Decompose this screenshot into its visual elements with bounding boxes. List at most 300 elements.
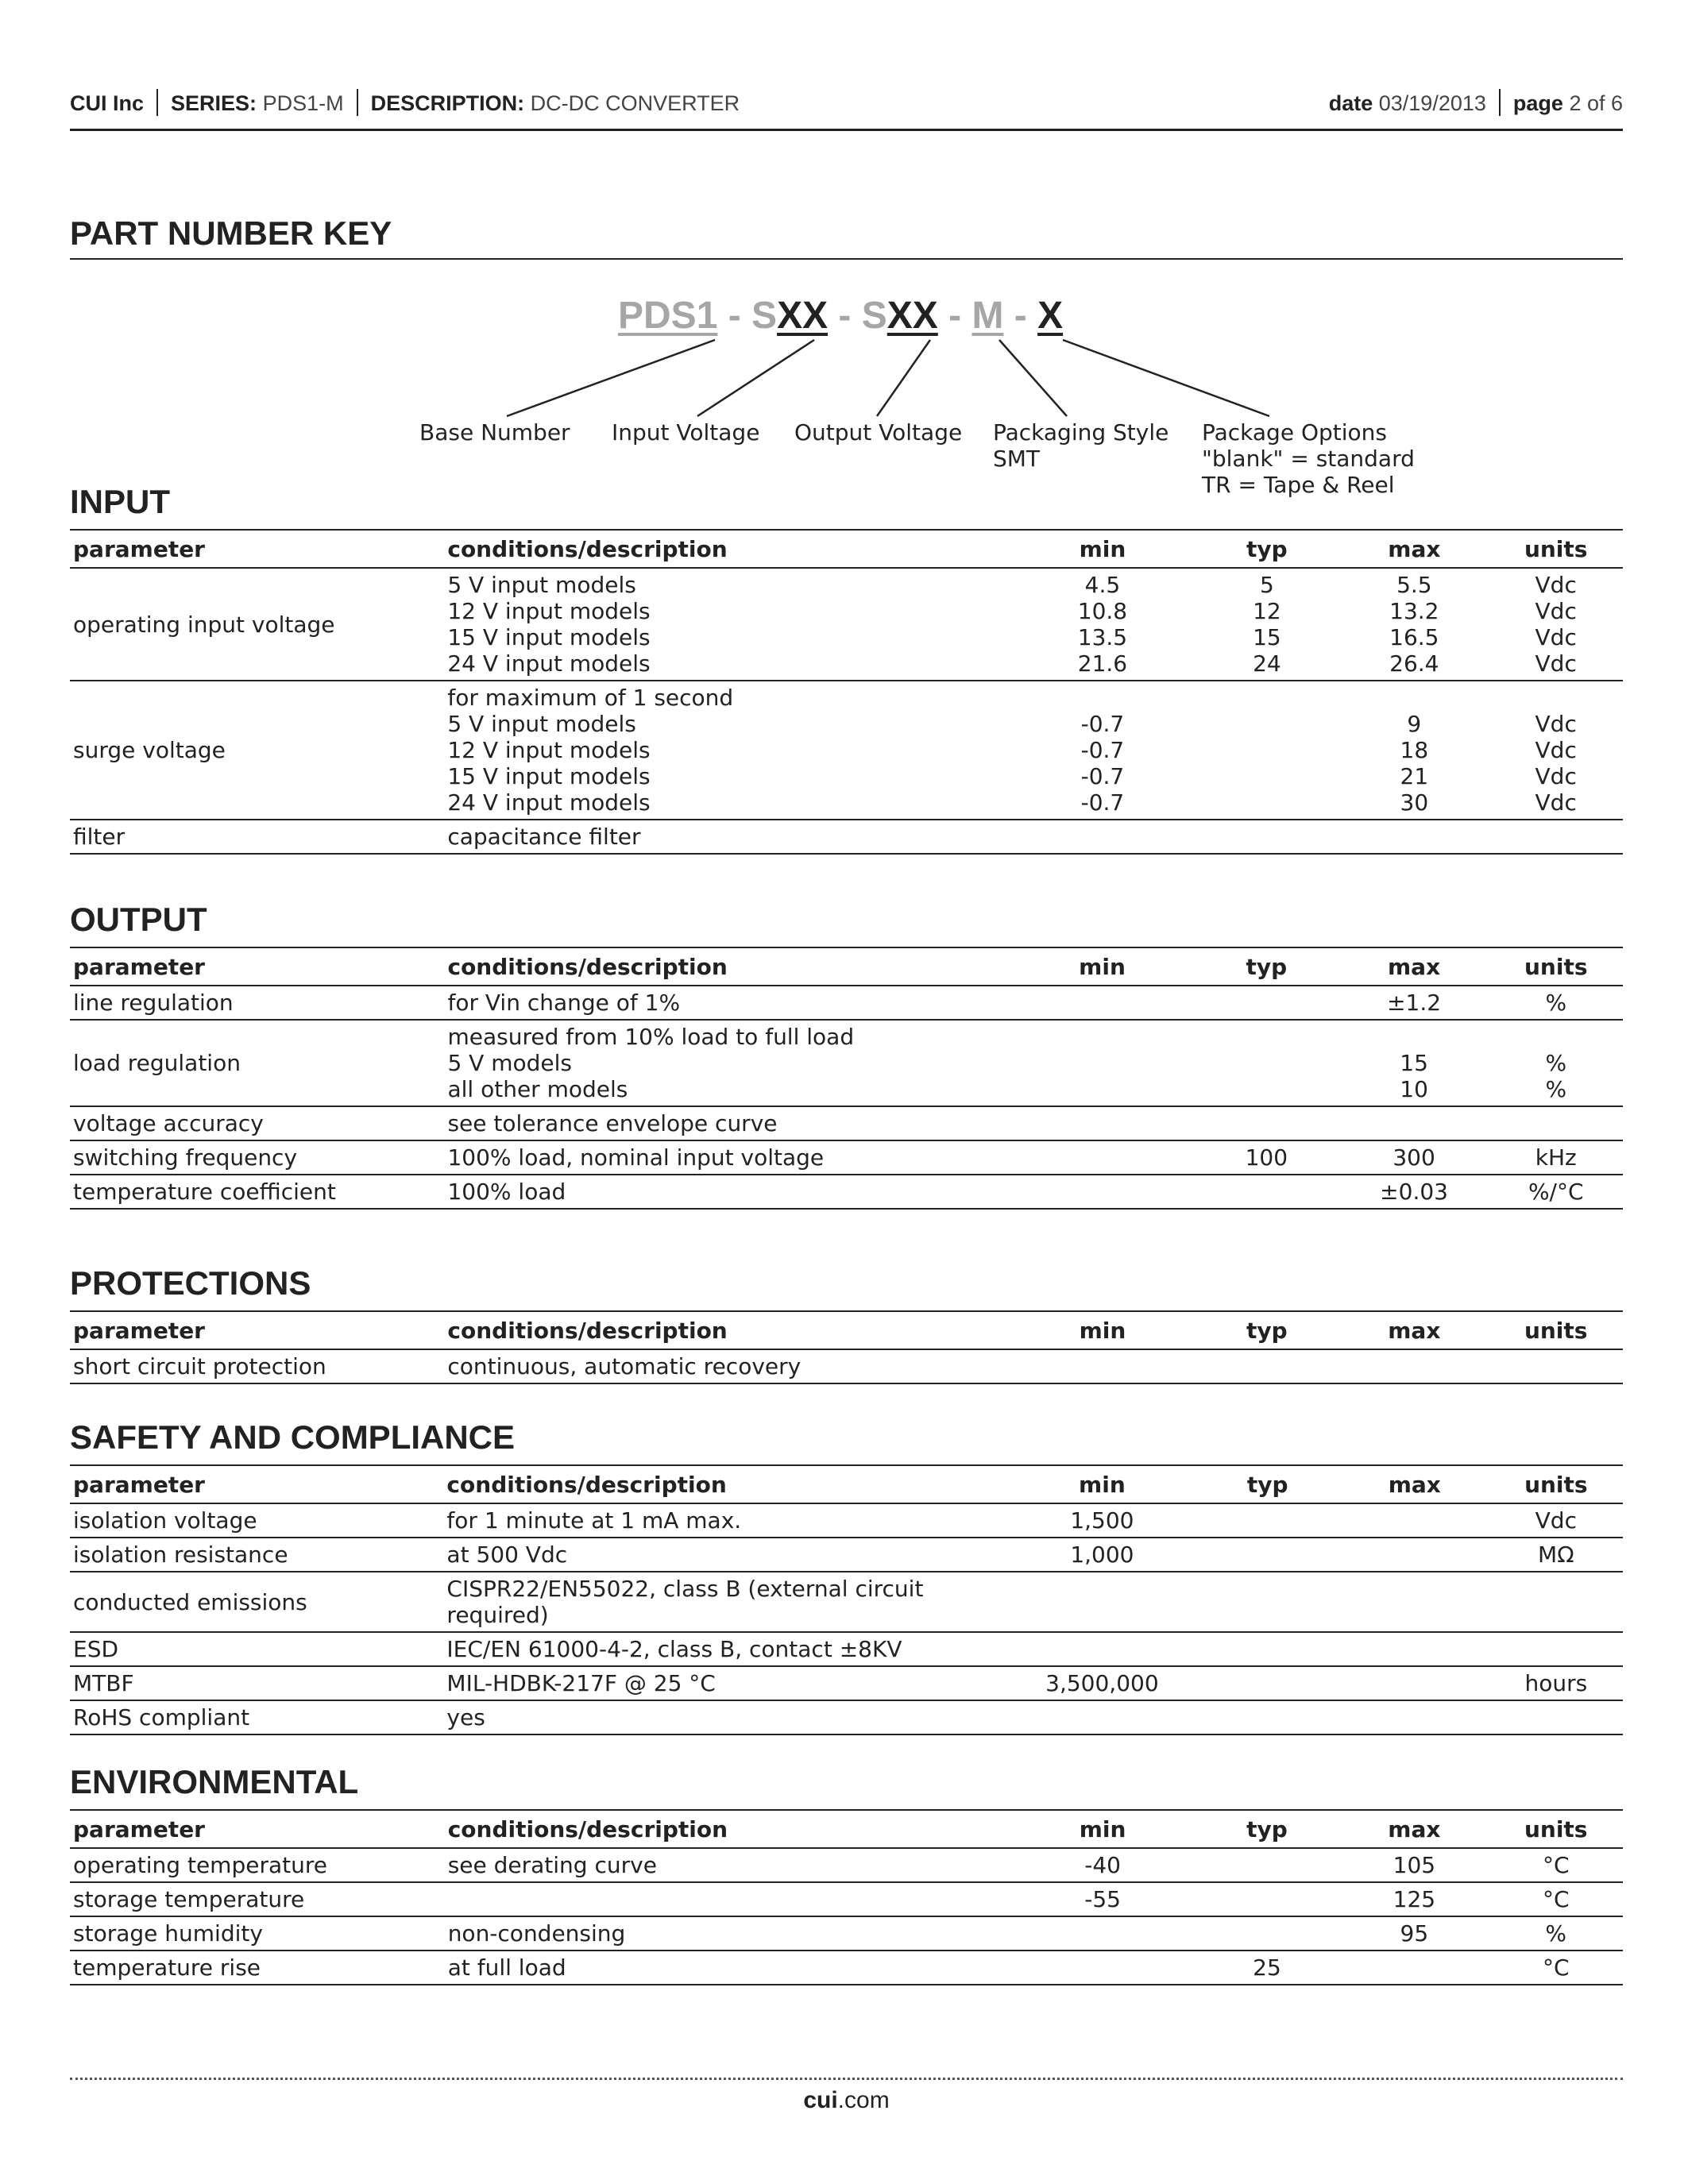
cell-typ [1195,1916,1340,1951]
cell-typ [1194,1106,1339,1140]
table-row [70,568,1623,681]
cell-line: 5.5 [1396,572,1432,598]
cell-line: non-condensing [447,1920,626,1947]
column-header-parameter: parameter [70,1311,444,1349]
cell-parameter: conducted emissions [70,1572,443,1632]
cell-conditions [443,1700,1009,1734]
cell-max [1339,1848,1489,1882]
cell-max [1339,1020,1489,1106]
cell-line [1012,1589,1192,1615]
column-header-typ: typ [1195,1810,1340,1848]
column-header-conditions: conditions/description [444,947,1010,986]
cell-line: 25 [1253,1954,1281,1981]
cell-max [1339,820,1489,854]
cell-max [1340,1632,1489,1666]
cell-units [1489,1572,1623,1632]
cell-line [1198,1886,1337,1912]
cell-line [1012,1636,1192,1662]
cell-line [1342,1024,1486,1050]
cell-parameter: short circuit protection [70,1349,444,1383]
cell-line [1342,1110,1486,1136]
table-row [70,1538,1623,1572]
cell-line [1197,1110,1336,1136]
cell-line [1343,1507,1486,1534]
cell-line: 21.6 [1077,650,1128,677]
cell-min [1009,1538,1195,1572]
column-header-parameter: parameter [70,1810,445,1848]
cell-line: for 1 minute at 1 mA max. [446,1507,742,1534]
cell-line: Vdc [1535,572,1577,598]
cell-typ [1195,568,1340,681]
cell-conditions [444,986,1010,1020]
cell-min [1010,1349,1194,1383]
cell-line: -0.7 [1080,711,1125,737]
cell-min [1009,1632,1195,1666]
column-header-typ: typ [1194,947,1339,986]
table-header-row [70,1311,1623,1349]
table-row [70,1916,1623,1951]
footer-domain: .com [837,2087,890,2113]
header-rule [70,129,1623,131]
cell-line [1493,1636,1620,1662]
leader-line-packaging [999,340,1067,416]
cell-line [1342,824,1485,850]
cell-conditions [445,1882,1011,1916]
cell-parameter: load regulation [70,1020,444,1106]
leader-line-input [697,340,814,416]
cell-max [1339,1106,1489,1140]
cell-line [1492,1353,1620,1379]
cell-line [1014,1050,1191,1076]
footer-website[interactable] [70,2087,1623,2114]
cell-line: 3,500,000 [1045,1670,1159,1696]
table-row [70,1951,1623,1985]
cell-line: Vdc [1535,711,1577,737]
cell-units [1489,1951,1623,1985]
cell-line: measured from 10% load to full load [447,1024,855,1050]
column-header-min: min [1011,1810,1195,1848]
cell-line: °C [1542,1886,1570,1912]
section-title-protections: PROTECTIONS [70,1264,311,1302]
cell-max [1340,1538,1489,1572]
cell-conditions [444,1175,1010,1209]
cell-line [448,1886,1008,1912]
page-value: 2 of 6 [1569,91,1623,115]
cell-line: 24 V input models [447,789,651,816]
cell-line: % [1545,1050,1567,1076]
cell-line [1198,1542,1336,1568]
cell-line [1012,1704,1192,1731]
cell-conditions [444,1349,1010,1383]
cell-units [1489,568,1623,681]
column-header-min: min [1009,1465,1195,1503]
cell-line [1198,1589,1336,1615]
section-title-part-number-key: PART NUMBER KEY [70,214,392,252]
cell-min [1010,568,1194,681]
cell-line [1493,1704,1620,1731]
cell-line [1014,685,1191,711]
cell-typ [1195,1666,1339,1700]
cell-typ [1194,1140,1339,1175]
cell-typ [1194,986,1339,1020]
cell-parameter: storage humidity [70,1916,445,1951]
column-header-min: min [1010,530,1194,568]
cell-conditions [443,1503,1009,1538]
cell-line: % [1545,990,1567,1016]
table-row [70,1349,1623,1383]
cell-line: °C [1542,1852,1570,1878]
cell-min [1011,1916,1195,1951]
cell-parameter: temperature coefficient [70,1175,444,1209]
cell-line [1014,1024,1191,1050]
cell-parameter: filter [70,820,444,854]
column-header-conditions: conditions/description [444,1311,1010,1349]
cell-parameter: voltage accuracy [70,1106,444,1140]
cell-max [1339,1916,1489,1951]
column-header-max: max [1339,530,1489,568]
cell-units [1489,1848,1623,1882]
cell-line [1014,1954,1192,1981]
header-divider [156,89,158,116]
cell-parameter: operating input voltage [70,568,444,681]
cell-conditions [444,820,1010,854]
pn-base: PDS1 [618,295,718,337]
cell-units [1489,1349,1623,1383]
cell-line [1342,1954,1485,1981]
cell-line: at 500 Vdc [446,1542,568,1568]
cell-line [1198,737,1337,763]
cell-line: -0.7 [1080,789,1125,816]
cell-typ [1195,1951,1340,1985]
table-row [70,1503,1623,1538]
cell-max [1339,1882,1489,1916]
cell-units [1489,1916,1623,1951]
cell-line [1343,1589,1486,1615]
table-row [70,1106,1623,1140]
cell-typ [1195,1503,1339,1538]
table-row [70,1572,1623,1632]
column-header-units: units [1489,1311,1623,1349]
cell-line: %/°C [1528,1179,1584,1205]
column-header-min: min [1010,1311,1194,1349]
cell-min [1010,820,1194,854]
label-packaging-style [993,419,1168,472]
cell-parameter: isolation resistance [70,1538,443,1572]
cell-line: yes [446,1704,485,1731]
date-label: date [1328,91,1373,115]
cell-conditions [445,1951,1011,1985]
cell-line: 13.5 [1077,624,1128,650]
cell-min [1010,1175,1194,1209]
cell-min [1010,1106,1194,1140]
cell-parameter: MTBF [70,1666,443,1700]
cell-line [1197,1050,1336,1076]
cell-line [1014,1110,1191,1136]
leader-line-output [877,340,930,416]
protections-table [70,1310,1623,1384]
cell-line [1342,685,1485,711]
cell-line: 24 [1253,650,1281,677]
safety-table [70,1464,1623,1735]
cell-line: -40 [1084,1852,1121,1878]
cell-line: -0.7 [1080,737,1125,763]
cell-line: % [1545,1076,1567,1102]
cell-line: 13.2 [1389,598,1439,624]
cell-line: 105 [1393,1852,1436,1878]
header-right [1329,89,1623,116]
cell-min [1009,1503,1195,1538]
cell-typ [1194,1020,1339,1106]
cell-line: °C [1542,1954,1570,1981]
cell-line: continuous, automatic recovery [447,1353,802,1379]
cell-line: Vdc [1535,650,1577,677]
cell-typ [1195,1882,1340,1916]
section-title-output: OUTPUT [70,901,207,938]
pn-input-code: XX [777,295,829,337]
cell-conditions [445,1848,1011,1882]
cell-line: 4.5 [1084,572,1121,598]
cell-line: MIL-HDBK-217F @ 25 °C [446,1670,716,1696]
cell-line: see derating curve [447,1852,657,1878]
cell-max [1339,568,1489,681]
table-row [70,986,1623,1020]
table-row [70,1848,1623,1882]
column-header-max: max [1339,1311,1489,1349]
cell-min [1011,1951,1195,1985]
cell-line: Vdc [1535,789,1577,816]
cell-parameter: line regulation [70,986,444,1020]
cell-parameter: storage temperature [70,1882,445,1916]
cell-min [1011,1882,1195,1916]
table-header-row [70,530,1623,568]
cell-line: -0.7 [1080,763,1125,789]
cell-line [1343,1542,1486,1568]
label-input-voltage: Input Voltage [612,419,760,446]
column-header-conditions: conditions/description [445,1810,1011,1848]
cell-line [1014,1144,1191,1171]
date-value: 03/19/2013 [1378,91,1486,115]
header-left [70,89,740,116]
cell-typ [1194,1349,1339,1383]
cell-units [1489,1140,1624,1175]
header-divider [1499,89,1501,116]
cell-line: Vdc [1535,624,1577,650]
column-header-units: units [1489,1810,1623,1848]
cell-line [1197,990,1336,1016]
column-header-conditions: conditions/description [443,1465,1009,1503]
column-header-units: units [1489,1465,1623,1503]
table-row [70,820,1623,854]
cell-parameter: switching frequency [70,1140,444,1175]
column-header-parameter: parameter [70,530,444,568]
cell-parameter: surge voltage [70,681,444,820]
cell-line [1014,1353,1191,1379]
pn-output-prefix: S [861,295,887,337]
cell-max [1339,986,1489,1020]
cell-line: 12 V input models [447,737,651,763]
cell-typ [1195,1572,1339,1632]
cell-line: 95 [1400,1920,1429,1947]
cell-units [1489,1020,1624,1106]
cell-typ [1195,1700,1339,1734]
cell-units [1489,1700,1623,1734]
cell-conditions [445,1916,1011,1951]
cell-line: 15 [1400,1050,1428,1076]
pn-output-code: XX [886,295,938,337]
cell-line: 16.5 [1389,624,1439,650]
cell-line: 100 [1245,1144,1288,1171]
cell-max [1339,1140,1489,1175]
cell-line: 5 V input models [447,572,636,598]
cell-line: MΩ [1538,1542,1574,1568]
table-header-row [70,947,1623,986]
table-row [70,1700,1623,1734]
table-row [70,1666,1623,1700]
cell-conditions [443,1666,1009,1700]
cell-line [1014,1076,1191,1102]
cell-line [1198,1670,1336,1696]
cell-line: 15 [1253,624,1281,650]
cell-conditions [444,1020,1010,1106]
cell-max [1339,1175,1489,1209]
cell-line [1197,1179,1336,1205]
cell-units [1489,1666,1623,1700]
cell-parameter: isolation voltage [70,1503,443,1538]
cell-conditions [444,568,1010,681]
cell-units [1489,1106,1624,1140]
column-header-max: max [1339,1810,1489,1848]
cell-line [1197,1353,1336,1379]
cell-line [1343,1636,1486,1662]
label-output-voltage: Output Voltage [794,419,963,446]
cell-typ [1195,1632,1339,1666]
cell-units [1489,1503,1623,1538]
cell-line: capacitance filter [447,824,641,850]
label-base-number: Base Number [419,419,570,446]
cell-min [1010,681,1194,820]
cell-parameter: temperature rise [70,1951,445,1985]
output-table [70,947,1623,1210]
table-header-row [70,1810,1623,1848]
section-title-input: INPUT [70,483,170,520]
cell-line: 5 [1259,572,1274,598]
cell-min [1010,1020,1194,1106]
cell-line: hours [1524,1670,1588,1696]
cell-line: 24 V input models [447,650,651,677]
table-row [70,1632,1623,1666]
leader-line-options [1063,340,1269,416]
cell-line [1198,1852,1337,1878]
cell-line: 9 [1407,711,1422,737]
cell-line: 15 V input models [447,763,651,789]
column-header-parameter: parameter [70,1465,443,1503]
description-value: DC-DC CONVERTER [530,91,740,115]
series-value: PDS1-M [262,91,344,115]
cell-line [1197,1076,1336,1102]
table-row [70,681,1623,820]
section-title-safety: SAFETY AND COMPLIANCE [70,1418,516,1456]
cell-typ [1195,1848,1340,1882]
cell-line: kHz [1535,1144,1577,1171]
cell-conditions [443,1572,1009,1632]
cell-line: all other models [447,1076,628,1102]
cell-typ [1195,820,1340,854]
cell-line: CISPR22/EN55022, class B (external circuit required) [446,1576,924,1628]
cell-parameter: operating temperature [70,1848,445,1882]
cell-typ [1195,1538,1339,1572]
cell-units [1489,820,1623,854]
cell-line [1197,1024,1336,1050]
cell-units [1489,681,1623,820]
table-row [70,1140,1623,1175]
cell-line [1343,1704,1486,1731]
column-header-typ: typ [1194,1311,1339,1349]
pn-dash: - [717,295,752,337]
cell-min [1011,1848,1195,1882]
cell-units [1489,1538,1623,1572]
cell-line [1198,711,1337,737]
column-header-units: units [1489,947,1624,986]
cell-max [1340,1503,1489,1538]
cell-max [1339,681,1489,820]
cell-units [1489,1175,1624,1209]
cell-parameter: RoHS compliant [70,1700,443,1734]
cell-line [1014,824,1191,850]
cell-line [1493,1024,1620,1050]
cell-line: 18 [1400,737,1429,763]
pn-package-option: X [1037,295,1064,337]
table-row [70,1175,1623,1209]
cell-line: 300 [1393,1144,1435,1171]
cell-line [1198,824,1337,850]
cell-line: 10 [1400,1076,1428,1102]
section-title-environmental: ENVIRONMENTAL [70,1763,359,1800]
cell-line [1014,990,1191,1016]
cell-line: 5 V models [447,1050,573,1076]
cell-line: 5 V input models [447,711,636,737]
package-options-blank: "blank" = standard [1202,446,1415,472]
cell-line [1014,1920,1192,1947]
cell-min [1009,1666,1195,1700]
column-header-conditions: conditions/description [444,530,1010,568]
pn-dash: - [1003,295,1038,337]
cell-line [1198,789,1337,816]
footer-dotted-rule [70,2078,1623,2080]
cell-min [1009,1572,1195,1632]
column-header-max: max [1340,1465,1489,1503]
column-header-typ: typ [1195,1465,1339,1503]
cell-units [1489,1632,1623,1666]
cell-line: 26.4 [1389,650,1439,677]
cell-line: 12 V input models [447,598,651,624]
column-header-units: units [1489,530,1623,568]
cell-typ [1195,681,1340,820]
cell-line: 21 [1400,763,1429,789]
company-name: CUI Inc [70,91,145,115]
cell-units [1489,986,1624,1020]
section-rule [70,258,1623,260]
cell-line: 1,500 [1070,1507,1134,1534]
column-header-min: min [1010,947,1194,986]
pn-dash: - [828,295,862,337]
cell-line: ±0.03 [1380,1179,1448,1205]
cell-line [1198,1920,1337,1947]
cell-typ [1194,1175,1339,1209]
cell-min [1009,1700,1195,1734]
description-label: DESCRIPTION: [370,91,525,115]
cell-line [1198,1507,1336,1534]
cell-line: 125 [1393,1886,1436,1912]
